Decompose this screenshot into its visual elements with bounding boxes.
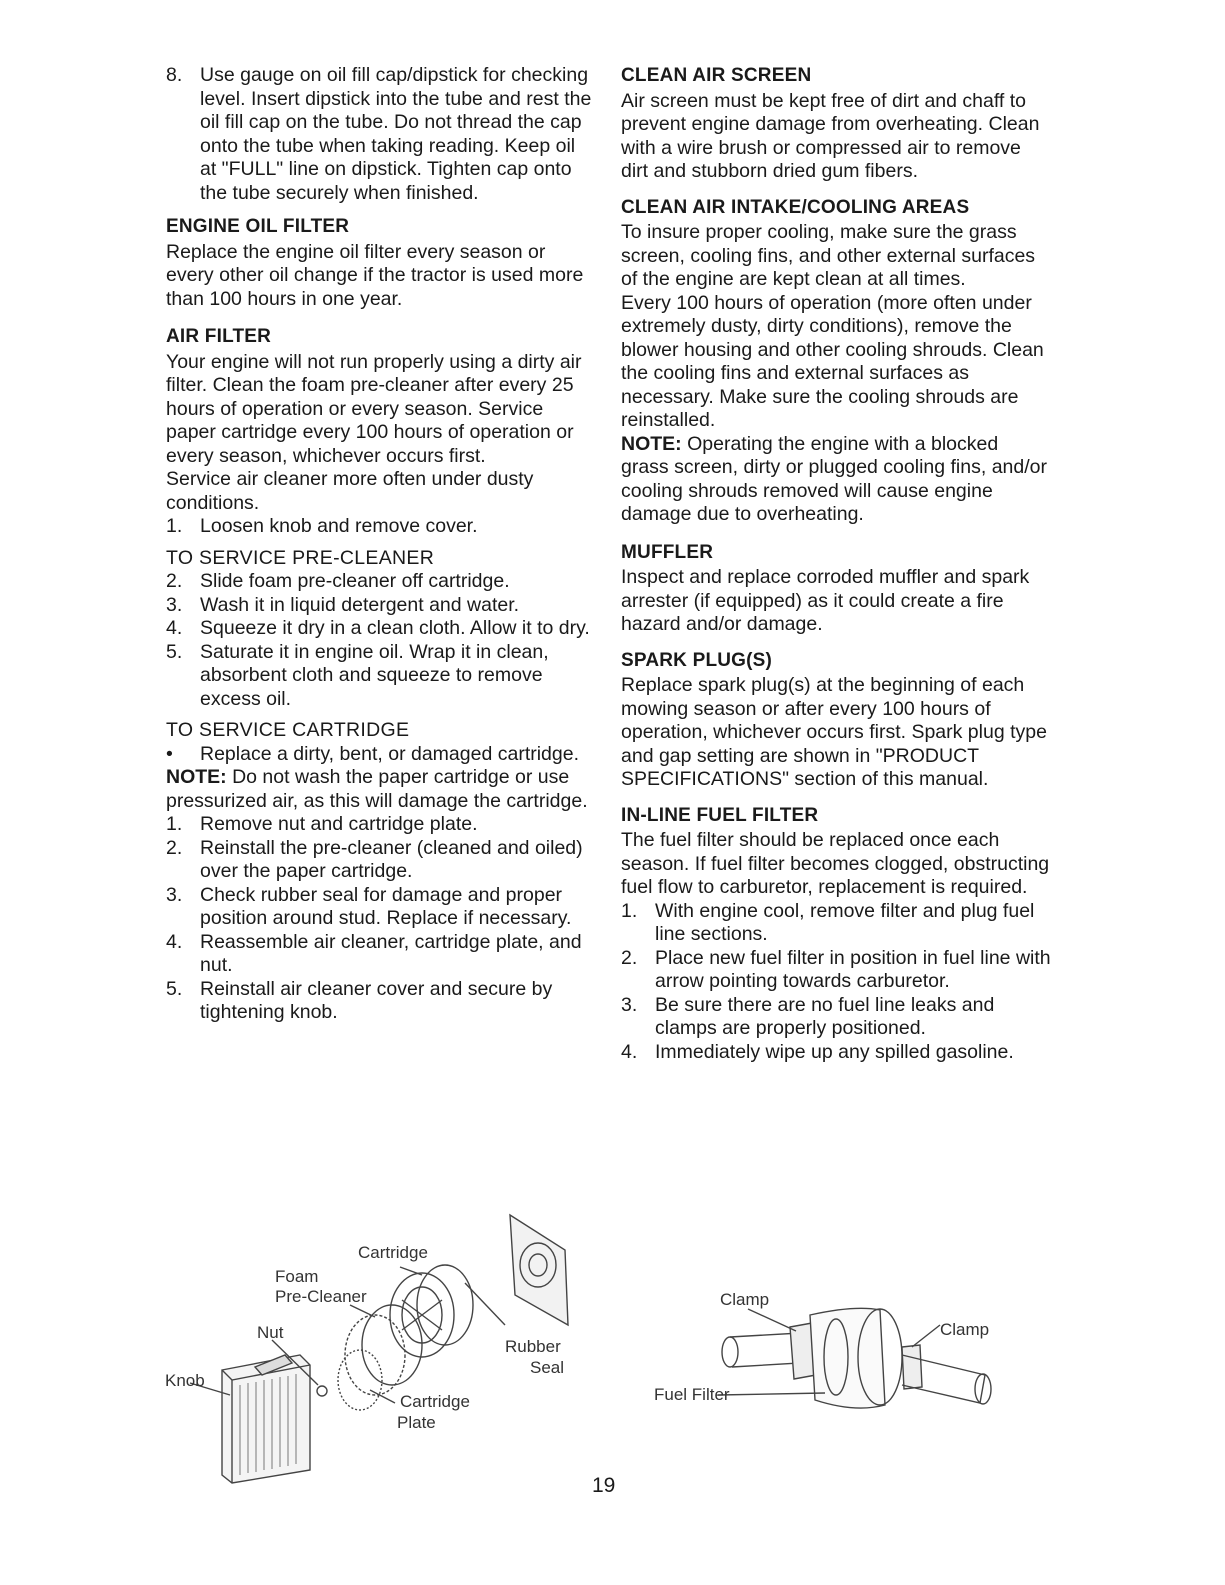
label-rubber: Rubber — [505, 1337, 561, 1356]
list-item: 5. Reinstall air cleaner cover and secure by tightening knob. — [166, 977, 553, 1023]
air-cleaner-diagram — [160, 1205, 600, 1485]
fuel-filter-illustration — [640, 1285, 1040, 1435]
intake-cooling-heading: CLEAN AIR INTAKE/COOLING AREAS — [621, 196, 970, 218]
list-item: 3. Wash it in liquid detergent and water. — [166, 593, 520, 616]
label-cartridge-plate-2: Plate — [397, 1413, 436, 1432]
list-item: 2. Reinstall the pre-cleaner (cleaned and oiled) over the paper cartridge. — [166, 836, 583, 882]
label-pre-cleaner: Pre-Cleaner — [275, 1287, 367, 1306]
list-item: 4. Reassemble air cleaner, cartridge plate, and nut. — [166, 930, 582, 976]
list-item: 4. Immediately wipe up any spilled gasoline. — [621, 1040, 1014, 1063]
bullet-icon: • — [166, 742, 173, 765]
air-filter-paragraph-1: Your engine will not run properly using a dirty air filter. Clean the foam pre-cleaner after every 25 hours of operation or every season. Service paper cartridge every 100 hours of operation or every season, whichever occurs first. — [166, 350, 582, 467]
list-item: 1. Remove nut and cartridge plate. — [166, 813, 478, 835]
label-clamp-right: Clamp — [940, 1320, 990, 1339]
clean-air-screen-text: Air screen must be kept free of dirt and chaff to prevent engine damage from overheating. Clean with a wire brush or compressed air to remove dirt and stubborn dried gum fibers. — [621, 89, 1040, 182]
intake-cooling-paragraph-1: To insure proper cooling, make sure the grass screen, cooling fins, and other external surfaces of the engine are kept clean at all times. — [621, 221, 1036, 290]
cartridge-heading: TO SERVICE CARTRIDGE — [166, 719, 410, 741]
right-column — [621, 64, 1051, 1064]
label-foam: Foam — [275, 1267, 319, 1286]
cartridge-steps — [166, 813, 596, 1025]
air-filter-step-1: 1. Loosen knob and remove cover. — [166, 515, 478, 537]
label-clamp-left: Clamp — [720, 1290, 770, 1309]
muffler-text: Inspect and replace corroded muffler and spark arrester (if equipped) as it could create a fire hazard and/or damage. — [621, 566, 1030, 635]
fuel-filter-diagram — [640, 1285, 1040, 1435]
list-item: 5. Saturate it in engine oil. Wrap it in clean, absorbent cloth and squeeze to remove excess oil. — [166, 640, 549, 710]
pre-cleaner-heading: TO SERVICE PRE-CLEANER — [166, 546, 435, 569]
spark-plugs-text: Replace spark plug(s) at the beginning of each mowing season or after every 100 hours of operation, whichever occurs first. Spark plug type and gap setting are shown in "PRODUCT SPECIFICATIONS" section of this manual. — [621, 674, 1047, 790]
air-filter-paragraph-2: Service air cleaner more often under dusty conditions. — [166, 468, 534, 514]
fuel-filter-text: The fuel filter should be replaced once each season. If fuel filter becomes clogged, obstructing fuel flow to carburetor, replacement is required. — [621, 829, 1050, 898]
intake-cooling-paragraph-2: Every 100 hours of operation (more often under extremely dusty, dirty conditions), remove the blower housing and other cooling shrouds. Clean the cooling fins and external surfaces as necessary. Make sure the cooling shrouds are reinstalled. — [621, 291, 1044, 431]
label-fuel-filter: Fuel Filter — [654, 1385, 730, 1404]
label-cartridge-plate-1: Cartridge — [400, 1392, 470, 1411]
engine-oil-filter-text: Replace the engine oil filter every season or every other oil change if the tractor is used more than 100 hours in one year. — [166, 240, 584, 310]
list-item: 4. Squeeze it dry in a clean cloth. Allow it to dry. — [166, 617, 590, 639]
label-knob: Knob — [165, 1371, 205, 1390]
clean-air-screen-heading: CLEAN AIR SCREEN — [621, 65, 812, 86]
label-cartridge: Cartridge — [358, 1243, 428, 1262]
cartridge-bullet-item: • Replace a dirty, bent, or damaged cartridge. — [166, 742, 580, 765]
list-item: 2. Slide foam pre-cleaner off cartridge. — [166, 570, 510, 592]
cartridge-note: NOTE: Do not wash the paper cartridge or use pressurized air, as this will damage the cartridge. — [166, 766, 588, 812]
pre-cleaner-steps — [166, 570, 596, 711]
list-item: 1. With engine cool, remove filter and plug fuel line sections. — [621, 899, 1035, 945]
fuel-filter-steps — [621, 900, 1051, 1065]
left-column — [166, 64, 596, 1025]
fuel-filter-heading: IN-LINE FUEL FILTER — [621, 804, 819, 826]
label-nut: Nut — [257, 1323, 284, 1342]
label-seal: Seal — [530, 1358, 565, 1377]
list-item: 2. Place new fuel filter in position in fuel line with arrow pointing towards carburetor. — [621, 946, 1051, 992]
intake-cooling-note: NOTE: Operating the engine with a blocked grass screen, dirty or plugged cooling fins, and/or cooling shrouds removed will cause engine damage due to overheating. — [621, 432, 1047, 525]
list-item: 3. Be sure there are no fuel line leaks and clamps are properly positioned. — [621, 993, 995, 1039]
air-filter-heading: AIR FILTER — [166, 326, 272, 347]
oil-step-8: 8. Use gauge on oil fill cap/dipstick for checking level. Insert dipstick into the tube and rest the oil fill cap on the tube. Do not thread the cap onto the tube when taking reading. Keep oil at "FULL" line on dipstick. Tighten cap onto the tube securely when finished. — [166, 64, 592, 204]
engine-oil-filter-heading: ENGINE OIL FILTER — [166, 216, 350, 237]
muffler-heading: MUFFLER — [621, 541, 714, 563]
list-item: 3. Check rubber seal for damage and proper position around stud. Replace if necessary. — [166, 883, 572, 929]
page-number: 19 — [592, 1474, 616, 1497]
spark-plugs-heading: SPARK PLUG(S) — [621, 649, 773, 671]
